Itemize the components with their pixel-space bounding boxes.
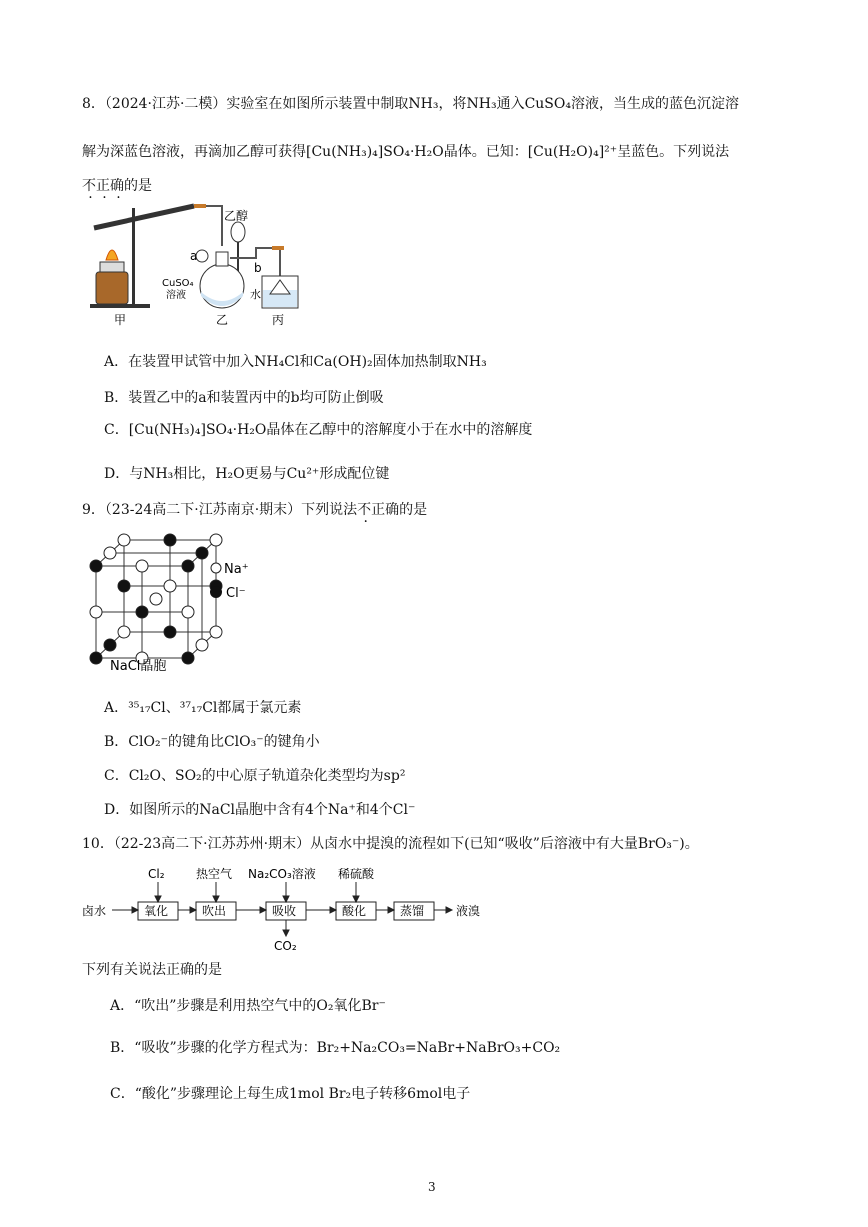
q10-prompt: 下列有关说法正确的是: [82, 962, 222, 978]
q10-stem: 10．（22-23高二下·江苏苏州·期末）从卤水中提溴的流程如下(已知“吸收”后溶液中有大量BrO₃⁻)。: [82, 836, 699, 852]
emphasis-char: 不: [357, 502, 372, 518]
label-cuso4: CuSO₄: [162, 278, 194, 289]
stem-text: 的是: [124, 178, 152, 194]
nacl-unit-cell-figure: [84, 530, 264, 675]
unit-cell-caption: NaCl晶胞: [110, 659, 167, 674]
flow-start: 卤水: [82, 904, 107, 918]
q8-stem-line2: 解为深蓝色溶液，再滴加乙醇可获得[Cu(NH₃)₄]SO₄·H₂O晶体。已知：[Cu(H₂O)₄]²⁺呈蓝色。下列说法: [82, 144, 730, 160]
flow-step-oxidize: 氧化: [144, 904, 169, 918]
q9-option-a: A．³⁵₁₇Cl、³⁷₁₇Cl都属于氯元素: [104, 700, 302, 716]
q8-option-d: D．与NH₃相比，H₂O更易与Cu²⁺形成配位键: [104, 466, 390, 482]
emphasis-char: 正: [96, 178, 110, 194]
legend-cl: Cl⁻: [226, 586, 246, 601]
label-a: a: [190, 249, 198, 263]
stem-text: 正确的是: [371, 502, 428, 518]
bromine-flow-diagram: [82, 866, 542, 956]
label-yi: 乙: [216, 313, 229, 327]
flow-end: 液溴: [456, 904, 481, 918]
stem-text: 9．（23-24高二下·江苏南京·期末）下列说法: [82, 502, 358, 518]
label-jia: 甲: [114, 313, 127, 327]
flow-input-na2co3: Na₂CO₃溶液: [248, 867, 316, 881]
label-bing: 丙: [272, 313, 285, 327]
q9-option-c: C．Cl₂O、SO₂的中心原子轨道杂化类型均为sp²: [104, 768, 406, 784]
emphasis-char: 确: [110, 178, 124, 194]
q8-option-a: A．在装置甲试管中加入NH₄Cl和Ca(OH)₂固体加热制取NH₃: [104, 354, 487, 370]
flow-step-blow: 吹出: [202, 904, 227, 918]
flow-step-acidify: 酸化: [342, 904, 367, 918]
legend-na: Na⁺: [224, 562, 249, 577]
flow-input-h2so4: 稀硫酸: [338, 867, 375, 881]
page-number: 3: [428, 1180, 436, 1194]
q8-option-c: C．[Cu(NH₃)₄]SO₄·H₂O晶体在乙醇中的溶解度小于在水中的溶解度: [104, 422, 533, 438]
q10-option-a: A．“吹出”步骤是利用热空气中的O₂氧化Br⁻: [110, 998, 386, 1014]
flow-input-cl2: Cl₂: [148, 867, 165, 881]
q10-option-b: B．“吸收”步骤的化学方程式为：Br₂+Na₂CO₃=NaBr+NaBrO₃+CO₂: [110, 1040, 561, 1056]
flow-step-distill: 蒸馏: [400, 904, 425, 918]
flow-step-absorb: 吸收: [272, 904, 297, 918]
q8-stem-line1: 8．（2024·江苏·二模）实验室在如图所示装置中制取NH₃，将NH₃通入CuSO₄溶液，当生成的蓝色沉淀溶: [82, 96, 739, 112]
q9-option-d: D．如图所示的NaCl晶胞中含有4个Na⁺和4个Cl⁻: [104, 802, 416, 818]
q8-option-b: B．装置乙中的a和装置丙中的b均可防止倒吸: [104, 390, 384, 406]
label-water: 水: [250, 288, 261, 301]
emphasis-char: 不: [82, 178, 96, 194]
ammonia-apparatus-figure: [84, 200, 314, 330]
label-solution: 溶液: [166, 290, 186, 301]
flow-output-co2: CO₂: [274, 939, 297, 953]
q8-stem-line3: [82, 178, 152, 195]
q9-option-b: B．ClO₂⁻的键角比ClO₃⁻的键角小: [104, 734, 320, 750]
label-ethanol: 乙醇: [224, 209, 249, 223]
flow-input-hot-air: 热空气: [196, 867, 233, 881]
q10-option-c: C．“酸化”步骤理论上每生成1mol Br₂电子转移6mol电子: [110, 1086, 471, 1102]
q9-stem: [82, 502, 427, 519]
label-b: b: [254, 261, 262, 275]
